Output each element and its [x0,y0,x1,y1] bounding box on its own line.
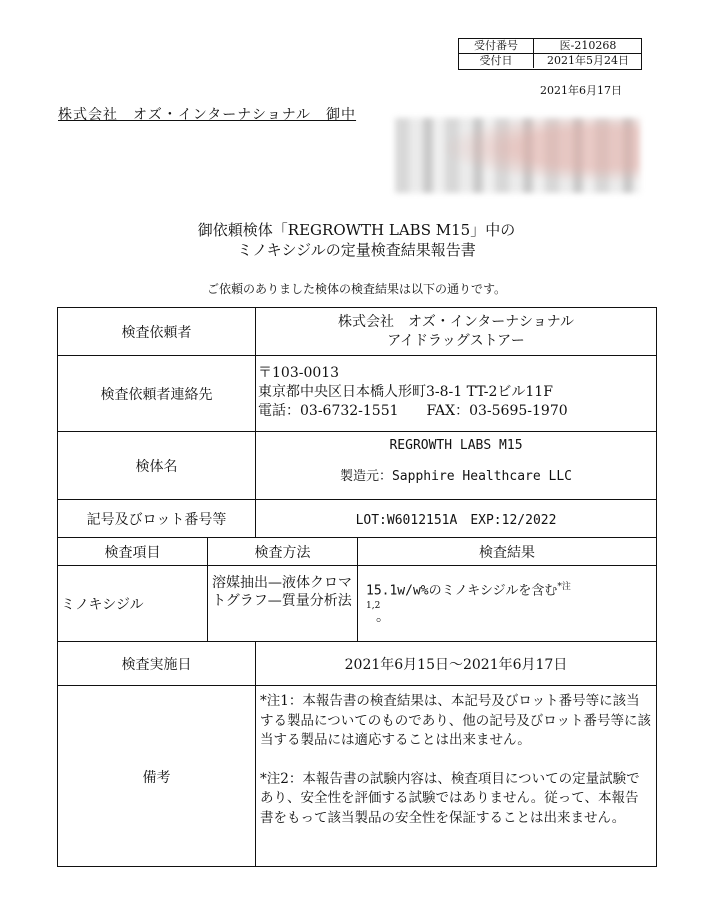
issue-date: 2021年6月17日 [540,84,622,97]
results-table [57,307,657,867]
result-note-nums: 1,2 [366,600,381,611]
item-value: ミノキシジル [58,566,208,642]
redacted-seal [395,118,640,193]
requester-line2: アイドラッグストアー [387,332,525,349]
contact-value [256,356,657,432]
lot-value: LOT:W6012151A EXP:12/2022 [256,500,657,538]
receipt-date-value: 2021年5月24日 [547,54,629,67]
sample-label: 検体名 [58,432,256,500]
receipt-box [458,38,642,70]
phone-fax: 電話：03-6732-1551 FAX：03-5695-1970 [258,403,568,419]
postal-code: 〒103-0013 [258,365,340,381]
lot-label: 記号及びロット番号等 [58,500,256,538]
report-title-line1: 御依頼検体「REGROWTH LABS M15」中の [197,221,516,239]
sample-name: REGROWTH LABS M15 [389,438,523,453]
manufacturer: 製造元：Sapphire Healthcare LLC [339,469,572,484]
method-header: 検査方法 [208,538,358,566]
result-period: 。 [376,608,390,625]
receipt-number-row [459,39,641,54]
note-1: *注1：本報告書の検査結果は、本記号及びロット番号等に該当する製品についてのものであり、他の記号及びロット番号等に該当する製品には適応することは出来ません。 [260,693,651,748]
contact-label: 検査依頼者連絡先 [58,356,256,432]
address: 東京都中央区日本橋人形町3-8-1 TT-2ビル11F [258,384,553,400]
intro-text: ご依頼のありました検体の検査結果は以下の通りです。 [206,282,507,296]
addressee: 株式会社 オズ・インターナショナル 御中 [58,107,357,123]
note-2: *注2：本報告書の試験内容は、検査項目についての定量試験であり、安全性を評価する試験ではありません。従って、本報告書をもって該当製品の安全性を保証することは出来ません。 [260,770,640,826]
result-text: 15.1w/w%のミノキシジルを含む [366,583,558,599]
receipt-number-value: 医-210268 [559,39,617,52]
receipt-number-label: 受付番号 [459,39,534,53]
result-value [358,566,657,642]
receipt-date-row [459,54,641,68]
date-label: 検査実施日 [58,642,256,686]
requester-line1: 株式会社 オズ・インターナショナル [337,313,575,330]
date-value: 2021年6月15日～2021年6月17日 [256,642,657,686]
sample-value [256,432,657,500]
requester-value [256,308,657,356]
result-note-mark: *注 [557,582,571,592]
requester-label: 検査依頼者 [58,308,256,356]
remarks-label: 備考 [58,686,256,867]
method-value: 溶媒抽出—液体クロマトグラフ—質量分析法 [208,566,358,642]
result-header: 検査結果 [358,538,657,566]
remarks-value [256,686,657,867]
receipt-date-label: 受付日 [459,54,534,68]
report-title-line2: ミノキシジルの定量検査結果報告書 [237,241,476,259]
item-header: 検査項目 [58,538,208,566]
